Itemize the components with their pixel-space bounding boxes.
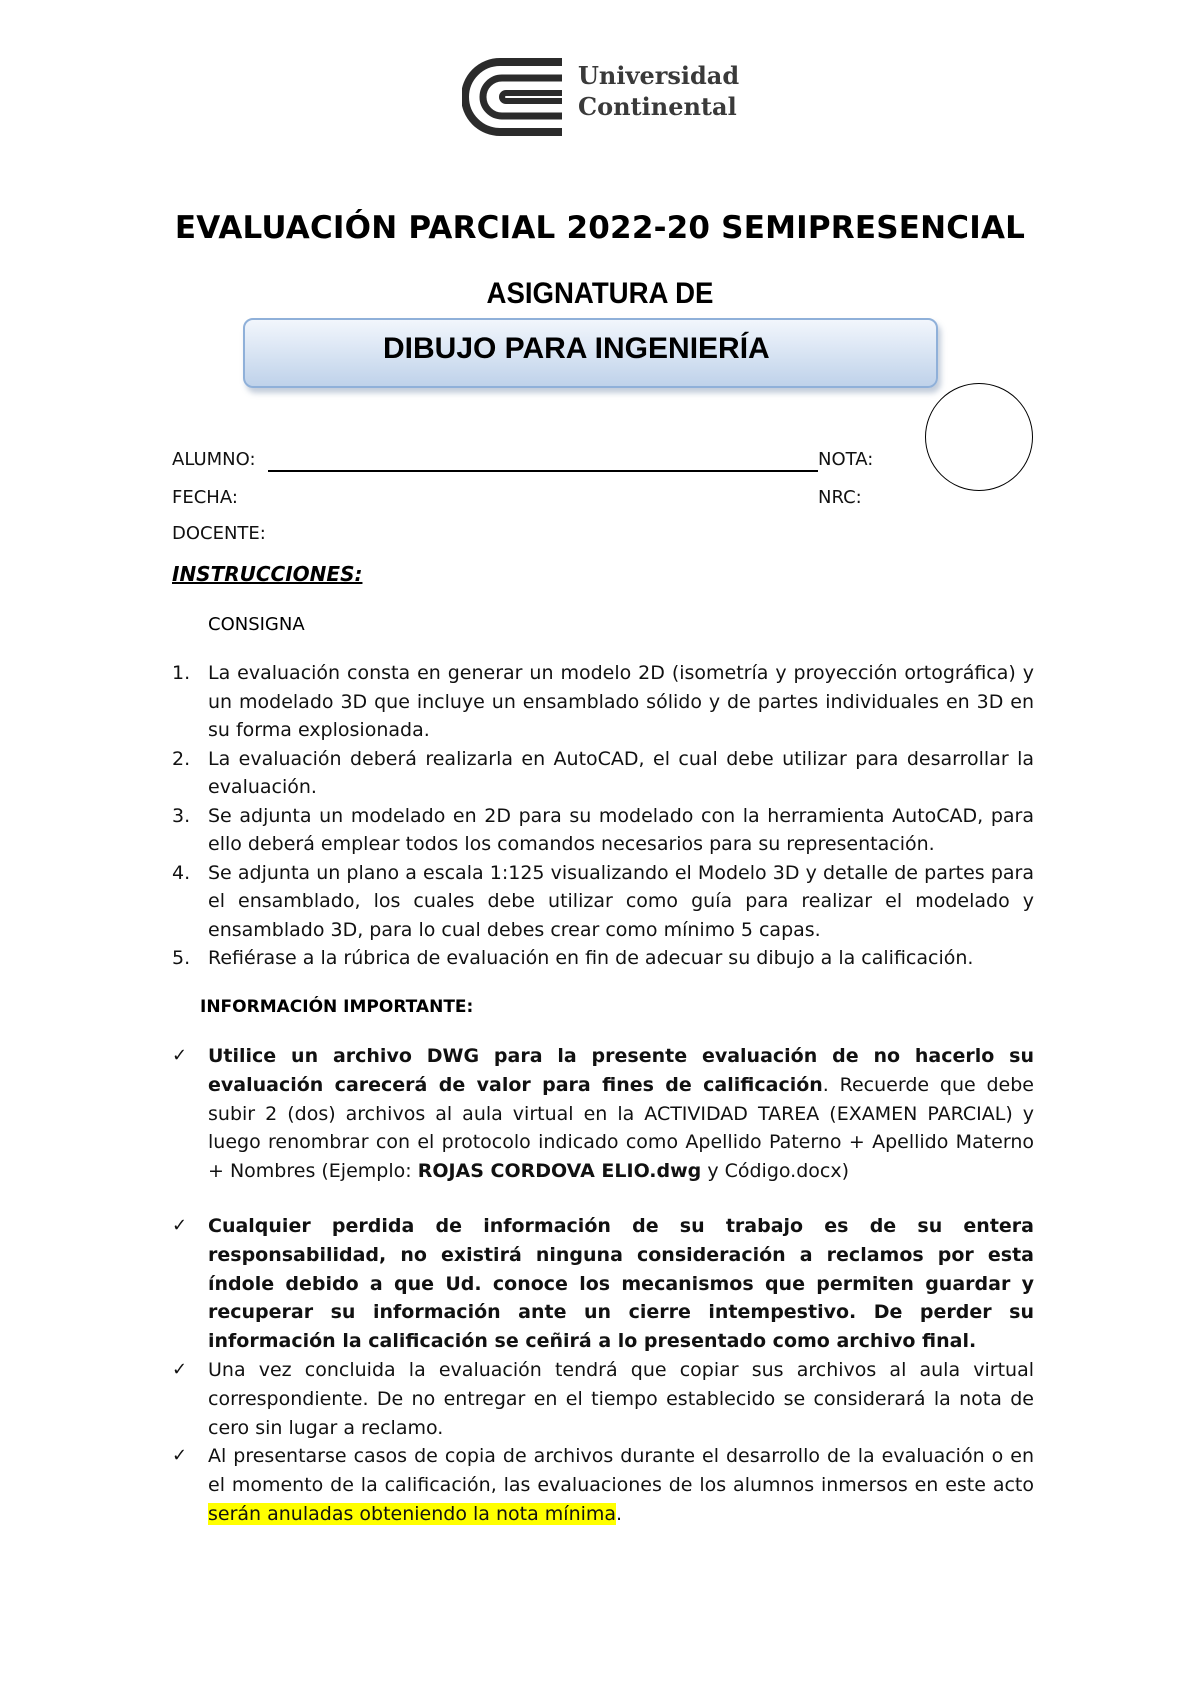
docente-label: DOCENTE: [172, 523, 266, 544]
important-info-list [172, 1042, 1034, 1529]
subject-banner [243, 318, 938, 388]
instructions-heading: INSTRUCCIONES: [172, 562, 363, 586]
check-item-body: Al presentarse casos de copia de archivos durante el desarrollo de la evaluación o en el momento de la calificación, las evaluaciones de los alumnos inmersos en este acto [208, 1445, 1034, 1497]
grade-circle [925, 383, 1033, 491]
check-item [172, 1442, 1034, 1528]
check-item-end: y Código.docx) [701, 1160, 850, 1183]
check-item-text [208, 1042, 1034, 1186]
exam-title: EVALUACIÓN PARCIAL 2022-20 SEMIPRESENCIAL [174, 210, 1026, 246]
alumno-underline [268, 470, 818, 472]
university-logo [462, 52, 742, 144]
logo-line-2: Continental [578, 92, 737, 121]
checkmark-icon: ✓ [172, 1358, 188, 1380]
list-item-number: 2. [172, 747, 191, 770]
consigna-heading: CONSIGNA [208, 614, 305, 635]
subject-label: ASIGNATURA DE [486, 277, 714, 310]
check-item-text [208, 1442, 1034, 1528]
important-info-heading: INFORMACIÓN IMPORTANTE: [200, 997, 474, 1017]
list-item-number: 5. [172, 947, 191, 969]
list-item [172, 659, 1034, 745]
list-item-text: La evaluación deberá realizarla en AutoCAD, el cual debe utilizar para desarrollar la evaluación. [208, 747, 1034, 798]
list-item-text: Refiérase a la rúbrica de evaluación en fin de adecuar su dibujo a la calificación. [208, 947, 974, 969]
list-item [172, 802, 1034, 859]
subject-name: DIBUJO PARA INGENIERÍA [383, 332, 770, 365]
logo-line-1: Universidad [578, 61, 740, 90]
check-item-end: . [616, 1502, 623, 1525]
list-item [172, 944, 1034, 973]
check-item-text: Cualquier perdida de información de su trabajo es de su entera responsabilidad, no existirá ninguna consideración a reclamos por esta índole debido a que Ud. conoce los mecanismos que permiten guardar y recuperar su información ante un cierre intempestivo. De perder su información la calificación se ceñirá a lo presentado como archivo final. [208, 1214, 1034, 1353]
checkmark-icon: ✓ [172, 1045, 188, 1066]
nrc-label: NRC: [818, 487, 862, 508]
list-item-text: Se adjunta un modelado en 2D para su modelado con la herramienta AutoCAD, para ello deberá emplear todos los comandos necesarios para su representación. [208, 804, 1034, 855]
list-item-text: Se adjunta un plano a escala 1:125 visualizando el Modelo 3D y detalle de partes para el ensamblado, los cuales debe utilizar como guía para realizar el modelado y ensamblado 3D, para lo cual debes crear como mínimo 5 capas. [208, 861, 1034, 941]
fecha-label: FECHA: [172, 487, 238, 508]
check-item-bold: Utilice un archivo DWG para la presente evaluación de no hacerlo su evaluación carecerá de valor para fines de calificación [208, 1045, 1034, 1096]
check-item-body: . Recuerde que debe subir 2 (dos) archivos al aula virtual en la ACTIVIDAD TAREA (EXAMEN PARCIAL) y luego renombrar con el protocolo indicado como Apellido Paterno + Apellido Materno + Nombres (Ejemplo: [208, 1073, 1034, 1183]
check-item-text: Una vez concluida la evaluación tendrá que copiar sus archivos al aula virtual correspondiente. De no entregar en el tiempo establecido se considerará la nota de cero sin lugar a reclamo. [208, 1358, 1034, 1439]
checkmark-icon: ✓ [172, 1214, 188, 1236]
list-item-number: 1. [172, 662, 191, 684]
check-item [172, 1356, 1034, 1442]
instructions-list [172, 659, 1034, 973]
list-item [172, 745, 1034, 802]
example-filename: ROJAS CORDOVA ELIO.dwg [417, 1160, 702, 1183]
highlighted-warning: serán anuladas obteniendo la nota mínima [208, 1502, 617, 1525]
list-item-number: 3. [172, 804, 191, 827]
alumno-label: ALUMNO: [172, 449, 256, 470]
nota-label: NOTA: [818, 449, 874, 470]
list-item [172, 859, 1034, 945]
check-item [172, 1042, 1034, 1186]
continental-c-logo-icon [462, 56, 568, 138]
check-item [172, 1212, 1034, 1356]
list-item-text: La evaluación consta en generar un modelo 2D (isometría y proyección ortográfica) y un modelado 3D que incluye un ensamblado sólido y de partes individuales en 3D en su forma explosionada. [208, 662, 1034, 741]
checkmark-icon: ✓ [172, 1445, 188, 1467]
list-item-number: 4. [172, 861, 191, 884]
